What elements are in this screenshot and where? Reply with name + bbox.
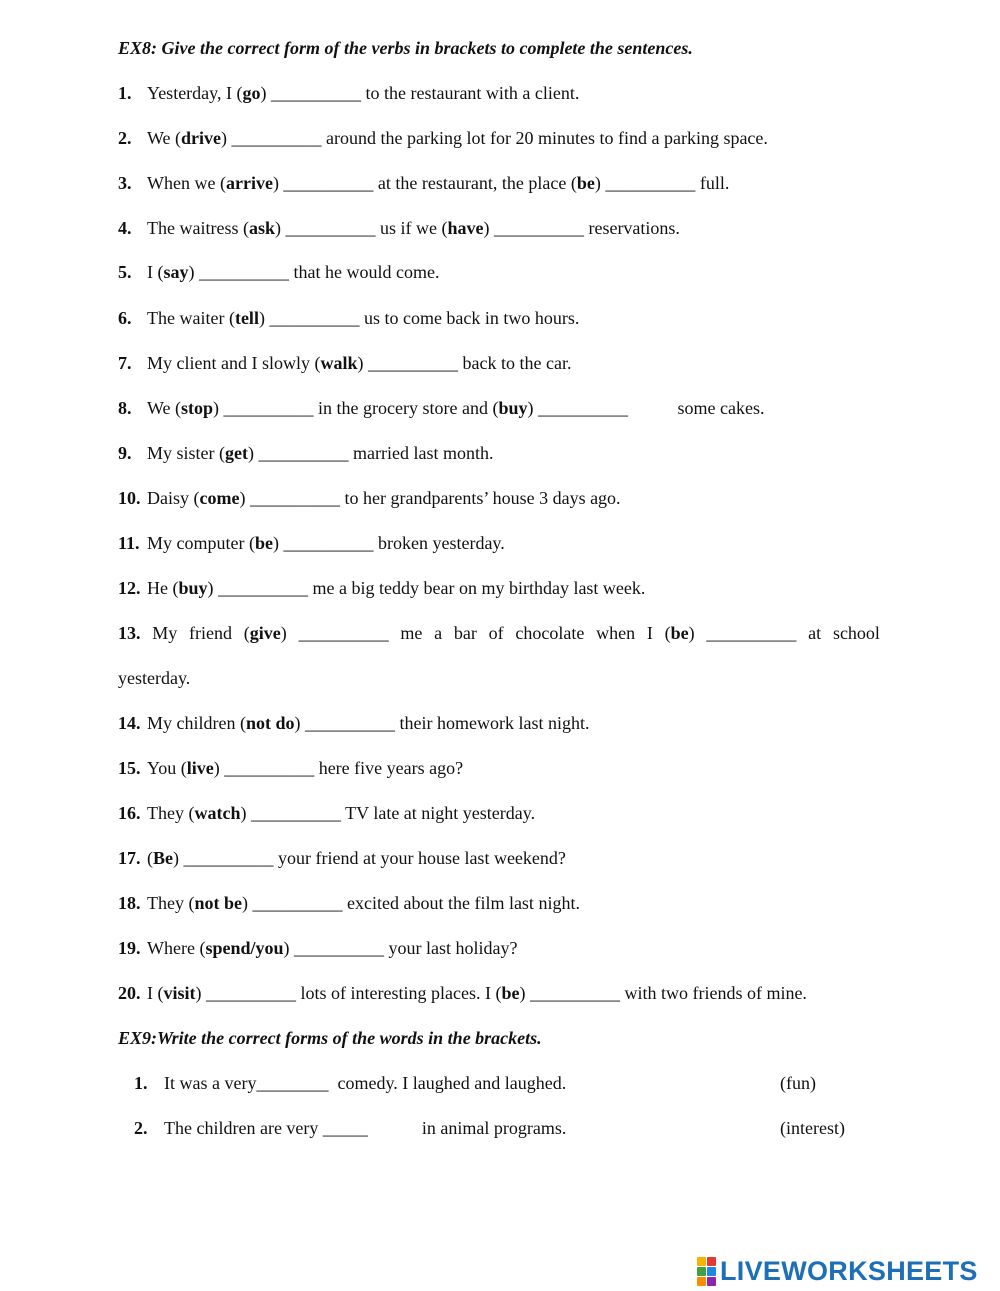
item-number: 2.	[118, 128, 132, 148]
exercise-item	[118, 443, 493, 464]
item-number: 17.	[118, 848, 141, 868]
item-number: 15.	[118, 758, 141, 778]
word: bar	[453, 623, 477, 643]
exercise-item	[134, 1118, 566, 1139]
word: school	[832, 623, 880, 643]
item-number: 6.	[118, 308, 132, 328]
exercise-item	[134, 1073, 566, 1094]
item-number: 13.	[118, 623, 141, 643]
exercise-item	[118, 398, 764, 419]
word: My	[152, 623, 178, 643]
item-number: 3.	[118, 173, 132, 193]
item-number: 1.	[134, 1073, 148, 1093]
sentence-text: The waitress (	[147, 218, 249, 238]
exercise-item	[118, 353, 571, 374]
verb-hint: have	[447, 218, 484, 238]
sentence-text: ) __________ TV late at night yesterday.	[240, 803, 536, 823]
item-number: 16.	[118, 803, 141, 823]
item-number: 7.	[118, 353, 132, 373]
ex9-heading: EX9:Write the correct forms of the words in the brackets.	[118, 1028, 542, 1048]
verb-hint: be	[501, 983, 520, 1003]
sentence-text: ) __________ with two friends of mine.	[519, 983, 807, 1003]
item-number: 11.	[118, 533, 140, 553]
sentence-text: ) __________ me a big teddy bear on my birthday last week.	[207, 578, 646, 598]
word: chocolate	[515, 623, 585, 643]
verb-hint: buy	[178, 578, 208, 598]
exercise-item	[118, 308, 579, 329]
liveworksheets-logo-icon	[697, 1257, 716, 1286]
item-number: 4.	[118, 218, 132, 238]
item-number: 19.	[118, 938, 141, 958]
item-number: 10.	[118, 488, 141, 508]
sentence-text: ) __________ around the parking lot for 20 minutes to find a parking space.	[221, 128, 768, 148]
logo-text: LIVEWORKSHEETS	[720, 1255, 978, 1286]
sentence-text: I (	[147, 262, 164, 282]
item-number: 1.	[118, 83, 132, 103]
sentence-text: My children (	[147, 713, 246, 733]
answer-blank[interactable]: __________	[706, 623, 797, 643]
sentence-text: The children are very _____ in animal programs.	[164, 1118, 567, 1138]
sentence-text: When we (	[147, 173, 226, 193]
sentence-text: ) __________ at the restaurant, the place (	[272, 173, 577, 193]
verb-hint: buy	[498, 398, 528, 418]
exercise-item	[118, 983, 807, 1004]
sentence-text: My computer (	[147, 533, 255, 553]
exercise-item	[118, 893, 580, 914]
exercise-item	[118, 218, 680, 239]
ex8-heading: EX8: Give the correct form of the verbs in brackets to complete the sentences.	[118, 38, 693, 58]
exercise-item	[118, 713, 589, 734]
sentence-text: They (	[147, 893, 195, 913]
sentence-text: We (	[147, 128, 182, 148]
verb-hint: Be	[153, 848, 173, 868]
sentence-text: Daisy (	[147, 488, 200, 508]
sentence-text: It was a very________ comedy. I laughed and laughed.	[164, 1073, 567, 1093]
exercise-item	[118, 83, 579, 104]
logo-block	[697, 1277, 706, 1286]
verb-hint: visit	[163, 983, 196, 1003]
verb-hint: say	[163, 262, 189, 282]
sentence-text: ) __________ full.	[594, 173, 730, 193]
exercise-item	[118, 262, 439, 283]
word: a	[434, 623, 443, 643]
item-number: 12.	[118, 578, 141, 598]
exercise-item	[118, 173, 729, 194]
word-hint: (fun)	[780, 1073, 816, 1093]
logo-block	[707, 1267, 716, 1276]
sentence-text: ) __________ in the grocery store and (	[213, 398, 499, 418]
word: I	[646, 623, 653, 643]
sentence-text: ) __________ some cakes.	[527, 398, 765, 418]
verb-hint: be	[254, 533, 273, 553]
verb-hint: not do	[245, 713, 295, 733]
sentence-text: ) __________ excited about the film last night.	[242, 893, 580, 913]
verb-hint: arrive	[225, 173, 273, 193]
word: at	[808, 623, 822, 643]
logo-block	[697, 1257, 706, 1266]
sentence-text: ) __________ your last holiday?	[283, 938, 518, 958]
verb-hint: spend/you	[205, 938, 284, 958]
item-number: 9.	[118, 443, 132, 463]
item-number: 20.	[118, 983, 141, 1003]
logo-block	[707, 1277, 716, 1286]
sentence-text: They (	[147, 803, 195, 823]
sentence-text: ) __________ here five years ago?	[213, 758, 464, 778]
sentence-text: Where (	[147, 938, 206, 958]
exercise-item	[118, 578, 645, 599]
verb-hint: go	[242, 83, 261, 103]
sentence-text: ) __________ married last month.	[247, 443, 494, 463]
exercise-item	[118, 128, 768, 149]
item-number: 8.	[118, 398, 132, 418]
sentence-text: ) __________ to the restaurant with a client.	[260, 83, 580, 103]
exercise-item	[118, 938, 517, 959]
sentence-text: ) __________ back to the car.	[357, 353, 572, 373]
sentence-text: My client and I slowly (	[147, 353, 321, 373]
sentence-text: ) __________ to her grandparents’ house 3 days ago.	[239, 488, 621, 508]
exercise-item	[118, 623, 880, 644]
exercise-item	[118, 758, 463, 779]
verb-hint: come	[199, 488, 240, 508]
item-number: 5.	[118, 262, 132, 282]
sentence-text: ) __________ your friend at your house last weekend?	[173, 848, 566, 868]
sentence-text: ) __________ that he would come.	[188, 262, 440, 282]
word: me	[400, 623, 423, 643]
exercise-item	[118, 848, 566, 869]
sentence-text: ) __________ us if we (	[274, 218, 448, 238]
verb-hint: live	[186, 758, 214, 778]
sentence-text: My sister (	[147, 443, 225, 463]
word: of	[488, 623, 504, 643]
exercise-item	[118, 803, 535, 824]
verb-hint: walk	[320, 353, 358, 373]
verb-hint: watch	[194, 803, 241, 823]
sentence-text: Yesterday, I (	[147, 83, 243, 103]
sentence-text: ) __________ us to come back in two hours.	[258, 308, 580, 328]
sentence-text: ) __________ lots of interesting places. I (	[195, 983, 502, 1003]
logo-block	[697, 1267, 706, 1276]
exercise-item-continuation: yesterday.	[118, 668, 191, 688]
sentence-text: The waiter (	[147, 308, 235, 328]
sentence-text: He (	[147, 578, 179, 598]
verb-hint: be	[576, 173, 595, 193]
item-number: 2.	[134, 1118, 148, 1138]
word: when	[596, 623, 636, 643]
exercise-item	[118, 488, 621, 509]
sentence-text: (	[147, 848, 153, 868]
liveworksheets-logo[interactable]	[697, 1256, 978, 1286]
sentence-text: You (	[147, 758, 187, 778]
verb-hint: (be)	[664, 623, 695, 643]
sentence-text: ) __________ their homework last night.	[294, 713, 590, 733]
sentence-text: ) __________ reservations.	[483, 218, 680, 238]
verb-hint: get	[225, 443, 248, 463]
item-number: 14.	[118, 713, 141, 733]
sentence-text: We (	[147, 398, 182, 418]
exercise-item	[118, 533, 505, 554]
verb-hint: tell	[234, 308, 259, 328]
word: friend	[189, 623, 233, 643]
verb-hint: ask	[248, 218, 275, 238]
answer-blank[interactable]: __________	[298, 623, 389, 643]
verb-hint: stop	[181, 398, 214, 418]
sentence-text: ) __________ broken yesterday.	[272, 533, 505, 553]
item-number: 18.	[118, 893, 141, 913]
logo-block	[707, 1257, 716, 1266]
verb-hint: (give)	[243, 623, 287, 643]
verb-hint: not be	[194, 893, 242, 913]
word-hint: (interest)	[780, 1118, 845, 1138]
sentence-text: I (	[147, 983, 164, 1003]
verb-hint: drive	[181, 128, 222, 148]
